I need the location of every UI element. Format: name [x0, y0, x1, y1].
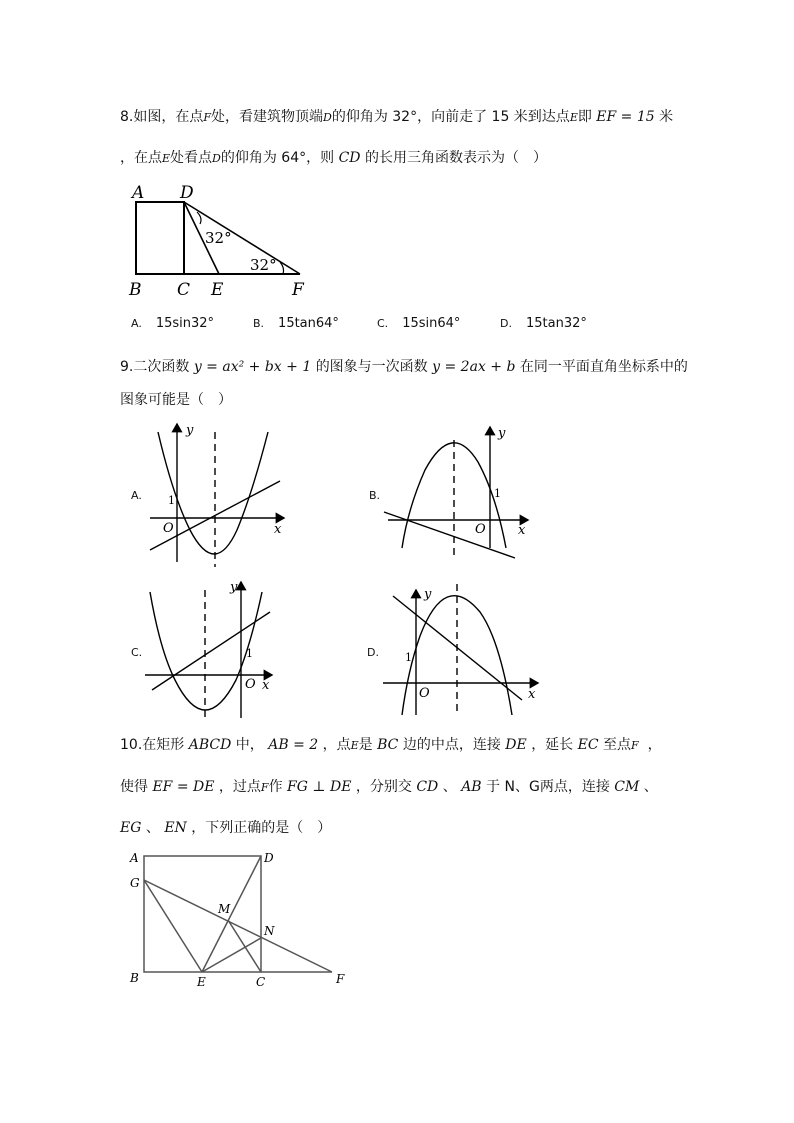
q10-text: 边的中点，连接	[402, 737, 501, 753]
q8-line1	[120, 107, 673, 128]
option-text: 15sin32°	[155, 316, 215, 331]
q10-var: F	[631, 739, 639, 752]
option-text: 15sin64°	[402, 316, 461, 331]
q8-text: 处看点	[170, 150, 213, 166]
q10-label-B: B	[130, 971, 139, 985]
q9-d-origin: O	[419, 686, 430, 701]
q10-label-N: N	[264, 924, 275, 938]
q10-line2	[120, 777, 658, 798]
q9-d-x-label: x	[528, 687, 536, 702]
q10-var: E	[350, 739, 359, 752]
q10-text: 中，	[235, 737, 264, 753]
q10-equation: AB = 2	[268, 737, 319, 753]
q9-d-one: 1	[405, 651, 412, 664]
q9-formula-quadratic: y = ax² + bx + 1	[193, 359, 312, 375]
q10-var: ABCD	[188, 737, 232, 753]
q10-text: ，过点	[218, 779, 261, 795]
q8-label-D: D	[180, 183, 194, 203]
q8-var: D	[323, 111, 332, 124]
q10-line1	[120, 735, 662, 756]
q8-line2	[120, 148, 547, 169]
q9-c-x-label: x	[262, 678, 270, 693]
q10-label-F: F	[336, 972, 345, 986]
q8-text: 的仰角为 32°，向前走了 15 米到达点	[331, 109, 570, 125]
q9-b-x-label: x	[518, 523, 526, 538]
q10-var: EG	[120, 820, 142, 836]
q9-graph-c	[145, 582, 272, 718]
q10-var: EC	[577, 737, 599, 753]
q8-var: F	[203, 111, 211, 124]
q8-text: ，在点	[120, 150, 162, 166]
q10-label-A: A	[130, 851, 139, 865]
q8-label-A: A	[132, 183, 145, 203]
option-label: D.	[500, 317, 512, 330]
q10-text: ，延长	[531, 737, 574, 753]
q10-text: 是	[358, 737, 373, 753]
q8-var: CD	[338, 150, 361, 166]
q10-text: 、	[442, 779, 457, 795]
q10-var: CM	[614, 779, 640, 795]
q8-label-B: B	[129, 280, 142, 300]
q9-text: 在同一平面直角坐标系中的	[519, 359, 688, 375]
q10-equation: EF = DE	[152, 779, 215, 795]
q10-text: 、	[643, 779, 658, 795]
q10-text: 至点	[603, 737, 632, 753]
q8-angle-2: 32°	[250, 256, 277, 274]
q8-equation: EF = 15	[596, 109, 655, 125]
q9-option-a[interactable]: A.	[131, 489, 142, 502]
q9-option-b[interactable]: B.	[369, 489, 381, 502]
q10-line3	[120, 818, 331, 838]
q8-option-d[interactable]	[500, 316, 587, 331]
q10-text: ，	[647, 737, 662, 753]
q10-label-E: E	[197, 975, 206, 989]
q10-var: F	[260, 781, 269, 794]
q9-option-d[interactable]: D.	[367, 646, 379, 659]
option-text: 15tan64°	[278, 316, 339, 331]
option-label: C.	[377, 317, 389, 330]
q9-b-one: 1	[494, 487, 501, 500]
q9-a-one: 1	[168, 494, 175, 507]
q8-text: 处，看建筑物顶端	[211, 109, 323, 125]
option-label: B.	[253, 317, 265, 330]
option-label: A.	[131, 317, 142, 330]
q9-text: 的图象与一次函数	[315, 359, 428, 375]
q9-c-origin: O	[245, 677, 256, 692]
q9-b-origin: O	[475, 522, 486, 537]
q8-angle-1: 32°	[205, 229, 232, 247]
q10-var: EN	[164, 820, 187, 836]
q9-c-one: 1	[246, 647, 253, 660]
q9-graph-a	[150, 424, 284, 567]
q10-label-G: G	[130, 876, 140, 890]
q10-text: ，下列正确的是（ ）	[191, 820, 332, 836]
q9-line2	[120, 390, 232, 410]
q8-label-C: C	[177, 280, 191, 300]
q8-option-c[interactable]	[377, 316, 460, 331]
q9-text: 9.二次函数	[120, 359, 190, 375]
q10-text: ，点	[322, 737, 351, 753]
q9-text: 图象可能是（ ）	[120, 392, 232, 408]
q10-var: AB	[461, 779, 482, 795]
q10-var: BC	[377, 737, 399, 753]
q10-text: 10.在矩形	[120, 737, 185, 753]
q8-label-E: E	[211, 280, 224, 300]
q10-text: 、	[145, 820, 160, 836]
q8-text: 8.如图，在点	[120, 109, 204, 125]
q10-text: 使得	[120, 779, 148, 795]
q9-c-y-label: y	[230, 580, 238, 595]
q8-var: D	[212, 152, 221, 165]
q9-d-y-label: y	[424, 587, 432, 602]
q8-text: 米	[659, 109, 674, 125]
q8-var: E	[162, 152, 171, 165]
q8-text: 的长用三角函数表示为（ ）	[364, 150, 547, 166]
q10-text: 于 N、G两点，连接	[486, 779, 610, 795]
q9-graph-d	[383, 584, 538, 715]
option-text: 15tan32°	[525, 316, 587, 331]
q9-b-y-label: y	[498, 426, 506, 441]
q10-label-M: M	[218, 902, 231, 916]
q9-formula-linear: y = 2ax + b	[432, 359, 516, 375]
q10-text: ，分别交	[355, 779, 412, 795]
q10-label-C: C	[256, 975, 266, 989]
q10-var: DE	[505, 737, 527, 753]
q8-text: 的仰角为 64°，则	[220, 150, 335, 166]
q9-a-x-label: x	[274, 522, 282, 537]
q10-text: 作	[268, 779, 283, 795]
q8-label-F: F	[292, 280, 304, 300]
q10-equation: FG ⊥ DE	[287, 779, 352, 795]
q8-var: E	[569, 111, 578, 124]
q9-option-c[interactable]: C.	[131, 646, 143, 659]
q8-text: 即	[577, 109, 592, 125]
q9-a-y-label: y	[186, 423, 194, 438]
q10-var: CD	[416, 779, 439, 795]
q9-line1	[120, 357, 688, 377]
q8-option-a[interactable]	[131, 316, 214, 331]
q9-a-origin: O	[163, 521, 174, 536]
q8-option-b[interactable]	[253, 316, 339, 331]
q9-graph-b	[384, 427, 528, 558]
q10-label-D: D	[264, 851, 274, 865]
